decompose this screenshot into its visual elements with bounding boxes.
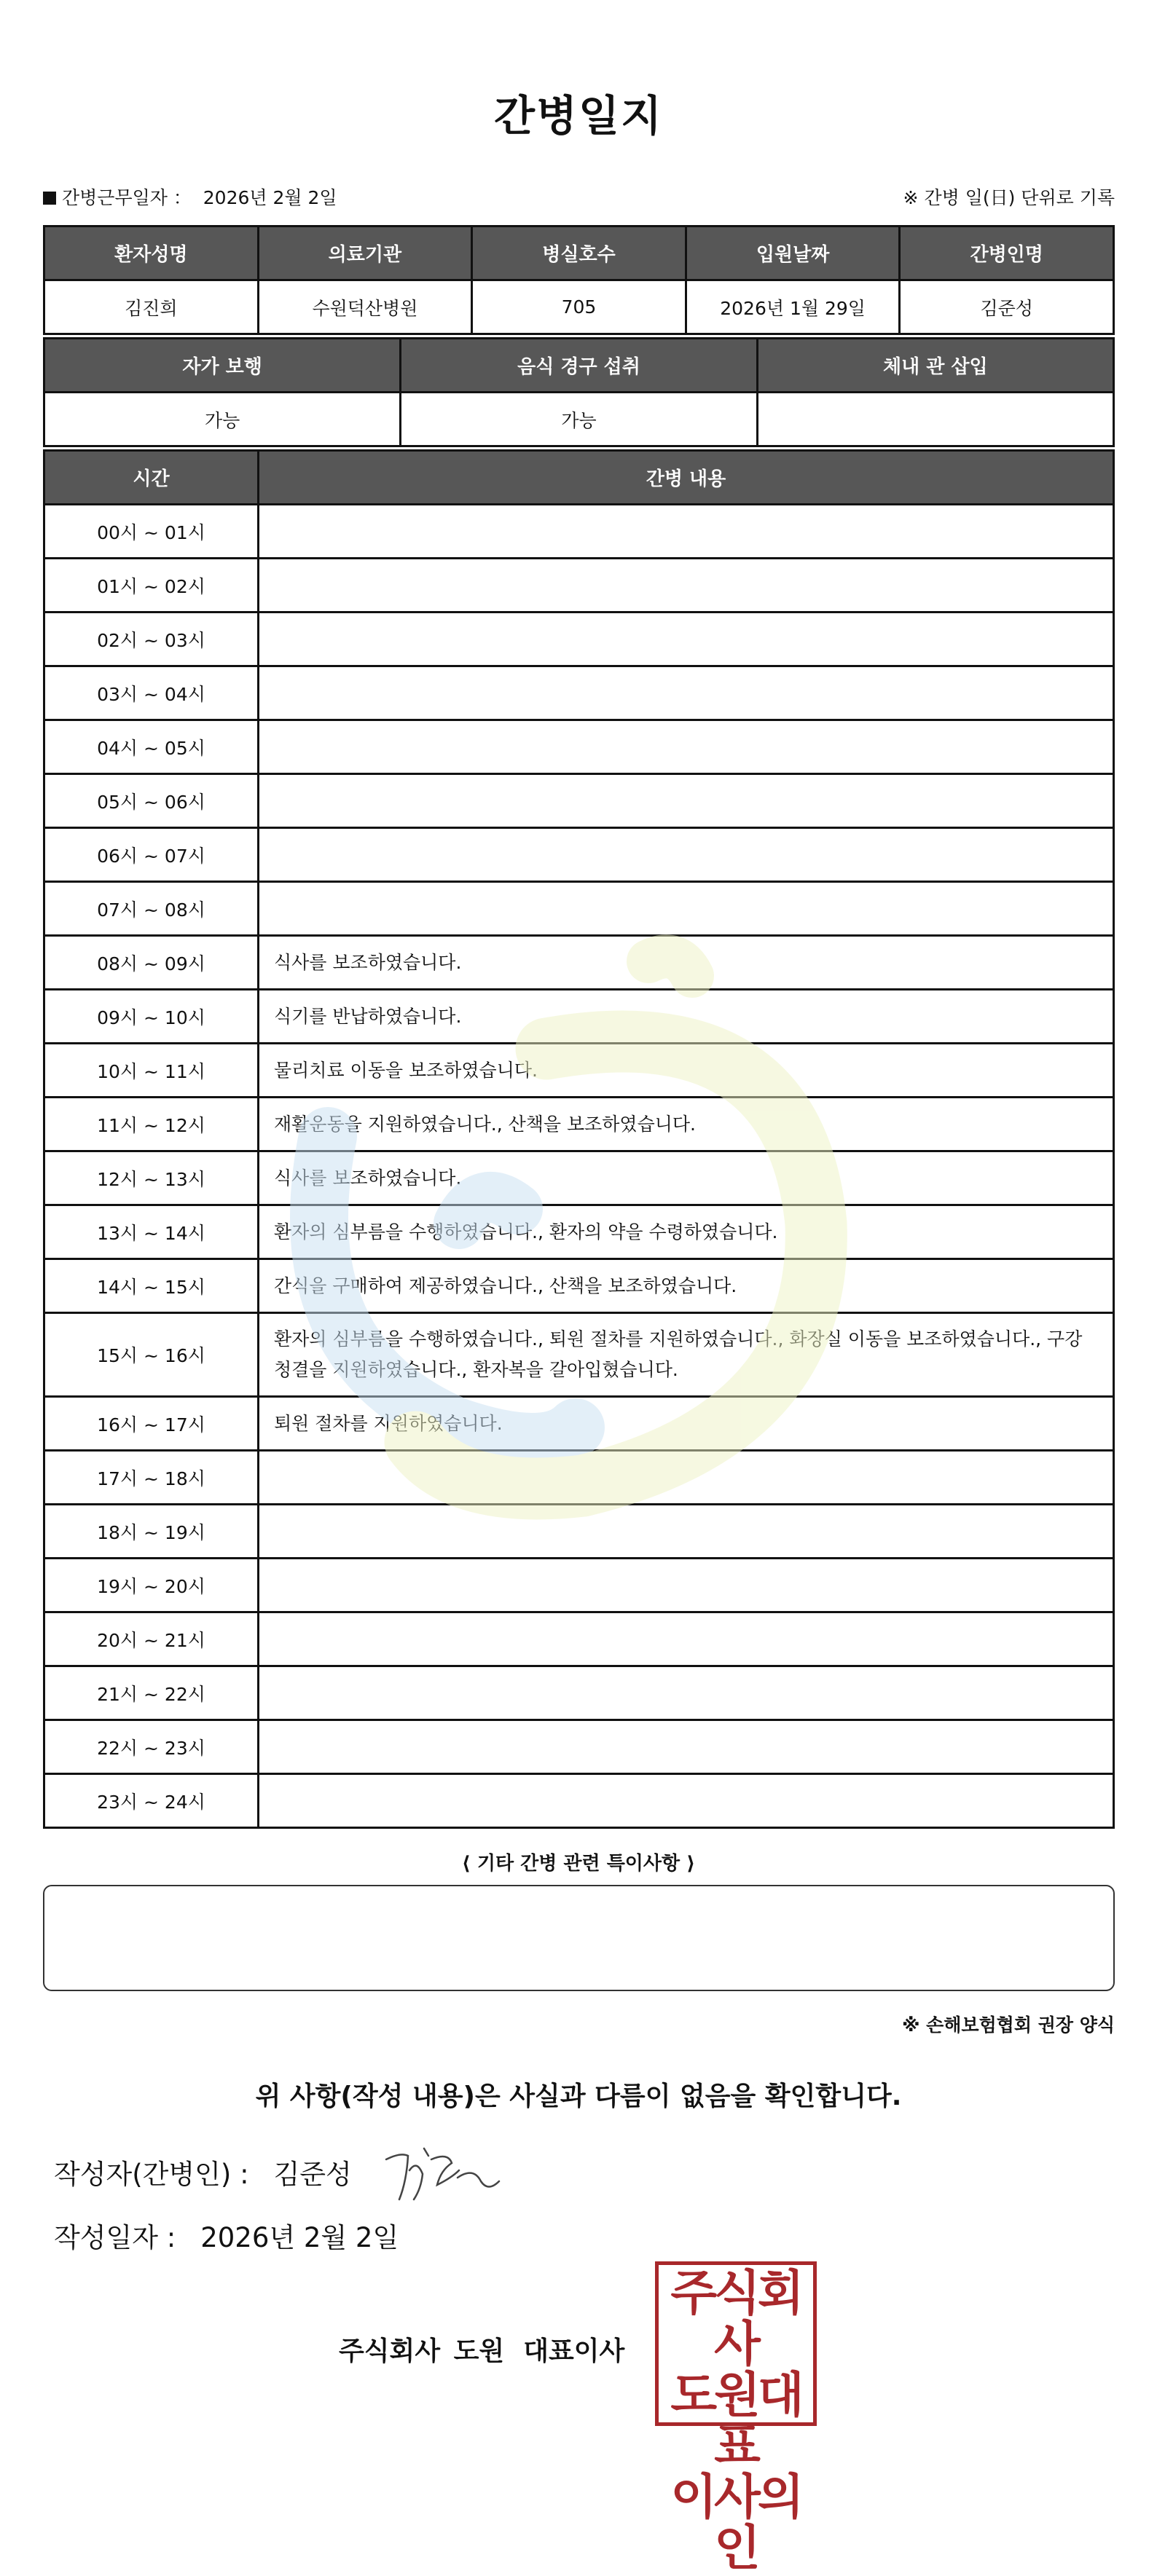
time-slot: 07시 ~ 08시 [44,882,259,936]
oral-intake: 가능 [401,393,757,446]
time-slot: 17시 ~ 18시 [44,1451,259,1505]
care-content [259,1451,1114,1505]
work-date [43,184,337,210]
care-log-rows [44,505,1114,1828]
patient-name: 김진희 [44,280,259,334]
header-care-content: 간병 내용 [259,451,1114,505]
care-content: 식사를 보조하였습니다. [259,1151,1114,1205]
writer-label: 작성자(간병인) : [54,2159,249,2190]
care-content [259,666,1114,720]
square-bullet-icon [43,192,56,205]
table-row [44,613,1114,666]
admission-date: 2026년 1월 29일 [686,280,900,334]
header-oral-intake: 음식 경구 섭취 [401,339,757,393]
table-row [44,1397,1114,1451]
time-slot: 11시 ~ 12시 [44,1098,259,1151]
time-slot: 23시 ~ 24시 [44,1774,259,1828]
care-content: 물리치료 이동을 보조하였습니다. [259,1044,1114,1098]
header-hospital: 의료기관 [258,227,472,280]
work-date-label: 간병근무일자 ： [62,187,192,208]
care-content [259,1505,1114,1559]
care-content [259,828,1114,882]
care-content [259,1612,1114,1666]
work-date-value: 2026년 2월 2일 [203,187,337,208]
time-slot: 22시 ~ 23시 [44,1720,259,1774]
written-date-value: 2026년 2월 2일 [200,2222,399,2253]
table-row [44,1044,1114,1098]
tube-insertion [757,393,1113,446]
signature [379,2138,510,2207]
patient-status-table [43,337,1115,447]
table-row [44,505,1114,559]
table-row [44,936,1114,990]
patient-info-table [43,225,1115,335]
table-row [44,1313,1114,1397]
table-row [44,1666,1114,1720]
time-slot: 16시 ~ 17시 [44,1397,259,1451]
care-content [259,1774,1114,1828]
care-log-table [43,449,1115,1829]
header-room: 병실호수 [472,227,686,280]
table-row [44,774,1114,828]
table-row [44,882,1114,936]
record-note: ※ 간병 일(日) 단위로 기록 [903,187,1115,208]
self-walking: 가능 [44,393,401,446]
header-patient-name: 환자성명 [44,227,259,280]
care-content: 재활운동을 지원하였습니다., 산책을 보조하였습니다. [259,1098,1114,1151]
table-row [44,1205,1114,1259]
care-content: 식기를 반납하였습니다. [259,990,1114,1044]
time-slot: 14시 ~ 15시 [44,1259,259,1313]
time-slot: 13시 ~ 14시 [44,1205,259,1259]
header-caregiver: 간병인명 [900,227,1114,280]
time-slot: 09시 ~ 10시 [44,990,259,1044]
table-row [44,1612,1114,1666]
company-name: 주식회사 도원 [339,2336,505,2366]
care-content [259,613,1114,666]
header-tube-insertion: 체내 관 삽입 [757,339,1113,393]
header-self-walking: 자가 보행 [44,339,401,393]
care-content: 환자의 심부름을 수행하였습니다., 환자의 약을 수령하였습니다. [259,1205,1114,1259]
header-time: 시간 [44,451,259,505]
table-row [44,990,1114,1044]
care-content [259,882,1114,936]
time-slot: 15시 ~ 16시 [44,1313,259,1397]
care-content: 퇴원 절차를 지원하였습니다. [259,1397,1114,1451]
caregiver-name: 김준성 [900,280,1114,334]
written-date-line [54,2215,423,2255]
company-signature [339,2331,624,2368]
company-seal-stamp [655,2261,817,2576]
care-content [259,1559,1114,1612]
time-slot: 10시 ~ 11시 [44,1044,259,1098]
time-slot: 03시 ~ 04시 [44,666,259,720]
table-row [44,1720,1114,1774]
time-slot: 00시 ~ 01시 [44,505,259,559]
header-admission-date: 입원날짜 [686,227,900,280]
time-slot: 02시 ~ 03시 [44,613,259,666]
time-slot: 01시 ~ 02시 [44,559,259,613]
table-row [44,1774,1114,1828]
care-content [259,720,1114,774]
writer-name: 김준성 [273,2159,352,2190]
time-slot: 21시 ~ 22시 [44,1666,259,1720]
meta-row [43,184,1115,213]
table-row [44,828,1114,882]
time-slot: 04시 ~ 05시 [44,720,259,774]
care-content [259,559,1114,613]
care-content [259,505,1114,559]
table-row [44,1559,1114,1612]
care-content: 환자의 심부름을 수행하였습니다., 퇴원 절차를 지원하였습니다., 화장실 이동을 보조하였습니다., 구강청결을 지원하였습니다., 환자복을 갈아입혔습니다. [259,1313,1114,1397]
time-slot: 12시 ~ 13시 [44,1151,259,1205]
table-row [44,720,1114,774]
care-content [259,1666,1114,1720]
care-content [259,774,1114,828]
table-row [44,666,1114,720]
time-slot: 06시 ~ 07시 [44,828,259,882]
care-content [259,1720,1114,1774]
time-slot: 05시 ~ 06시 [44,774,259,828]
writer-line [54,2152,377,2191]
document-title: 간병일지 [493,91,664,141]
recommend-note: ※ 손해보험협회 권장 양식 [902,2014,1115,2036]
seal-text: 주식회사 도원대표 이사의인 [670,2265,801,2576]
time-slot: 19시 ~ 20시 [44,1559,259,1612]
company-title: 대표이사 [523,2336,625,2366]
room-number: 705 [472,280,686,334]
table-row [44,559,1114,613]
time-slot: 18시 ~ 19시 [44,1505,259,1559]
time-slot: 20시 ~ 21시 [44,1612,259,1666]
table-row [44,1098,1114,1151]
special-notes-title: ⟨ 기타 간병 관련 특이사항 ⟩ [461,1853,696,1875]
table-row [44,1151,1114,1205]
care-content: 식사를 보조하였습니다. [259,936,1114,990]
table-row [44,1451,1114,1505]
special-notes-box [43,1885,1115,1991]
written-date-label: 작성일자 : [54,2222,176,2253]
confirmation-statement: 위 사항(작성 내용)은 사실과 다름이 없음을 확인합니다. [255,2081,902,2111]
time-slot: 08시 ~ 09시 [44,936,259,990]
care-content: 간식을 구매하여 제공하였습니다., 산책을 보조하였습니다. [259,1259,1114,1313]
table-row [44,1259,1114,1313]
table-row [44,1505,1114,1559]
hospital: 수원덕산병원 [258,280,472,334]
